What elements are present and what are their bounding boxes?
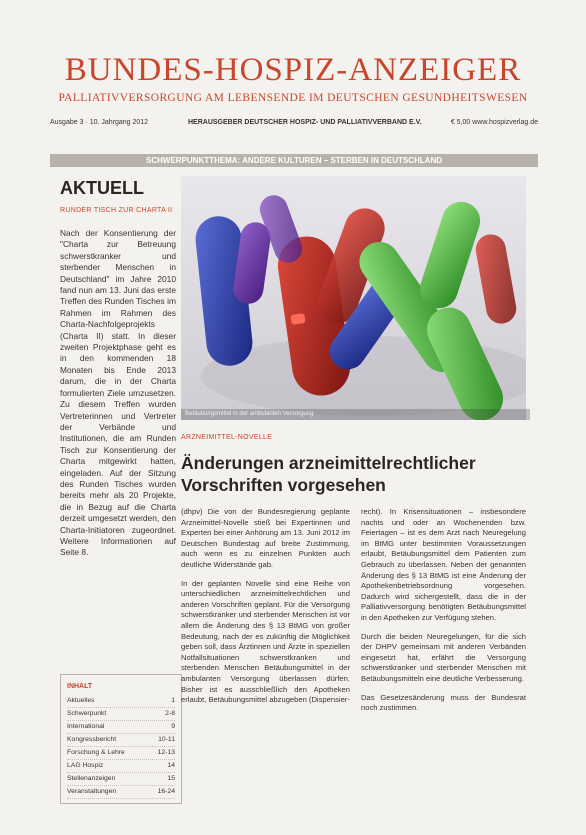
- toc-item-page: 12-13: [157, 749, 175, 756]
- paragraph: Durch die beiden Neuregelungen, für die sich der DHPV gemeinsam mit anderen Verbänden eingesetzt hat, erfährt die Versorgung schwerstkranker und sterbender Menschen mit Betäubungsmitteln eine deutliche Verbesserung.: [361, 631, 526, 683]
- left-article-body: Nach der Konsentierung der "Charta zur Betreuung schwerstkranker und sterbender Menschen in Deutschland" im Jahre 2010 fand nun am 13. Juni das erste Treffen des Runden Tisches im Rahmen im Rahmen des Charta-Nachfolgeprojekts (Charta II) statt. In dieser zweiten Projektphase geht es in den kommenden 18 Monaten bis Ende 2013 darum, die in der Charta formulierten Ziele umzusetzen. Zu diesem Treffen wurden Vertreterinnen und Vertreter der Verbände und Institutionen, die am Runden Tisch zur Konsentierung der Charta mitgewirkt hatten, eingeladen. Auf der Sitzung des Runden Tisches wurden bereits mehr als 20 Projekte, die in Bezug auf die Charta derzeit umgesetzt werden, den Charta-Initiatoren zugeordnet. Weitere Informationen auf Seite 8.: [60, 228, 176, 558]
- article-headline: Änderungen arzneimittelrechtlicher Vorschriften vorgesehen: [181, 453, 476, 495]
- toc-item-label: LAG Hospiz: [67, 762, 104, 769]
- paragraph: In der geplanten Novelle sind eine Reihe von unterschiedlichen arzneimittelrechtlichen und anderen Vorschriften geplant. Für die Versorgung schwerstkranker und sterbender Menschen ist vor allem die Änderung des § 13 BtMG von großer Bedeutung, nach der es zukünftig die Möglichkeit geben soll, dass Ärztinnen und Ärzte in speziellen Notfallsituationen schwerstkranken und sterbenden Menschen Betäubungsmittel in der ambulanten Versorgung überlassen dürfen. Bisher ist es ausschließlich den Apotheken erlaubt, Betäubungsmittel abzugeben (Dispensier-: [181, 578, 350, 705]
- table-of-contents: [60, 674, 182, 804]
- publisher-info: HERAUSGEBER DEUTSCHER HOSPIZ- UND PALLIATIVVERBAND E.V.: [188, 119, 422, 126]
- toc-item-page: 10-11: [158, 736, 175, 743]
- article-column-2: [361, 507, 526, 722]
- masthead-title: BUNDES-HOSPIZ-ANZEIGER: [64, 52, 522, 88]
- pills-illustration: [181, 176, 526, 420]
- paragraph: (dhpv) Die von der Bundesregierung geplante Arzneimittel-Novelle stieß bei Expertinnen und Experten bei einer Anhörung am 13. Juni 2012 im Deutschen Bundestag auf breite Zustimmung, auch wenn es zu einzelnen Punkten auch deutliche Widerstände gab.: [181, 507, 350, 569]
- topic-banner: SCHWERPUNKTTHEMA: ANDERE KULTUREN – STERBEN IN DEUTSCHLAND: [50, 154, 538, 167]
- toc-item[interactable]: [67, 721, 175, 734]
- toc-item[interactable]: [67, 734, 175, 747]
- paragraph: recht). In Krisensituationen – insbesondere nachts und oder an Wochenenden bzw. Feiertagen – ist es dem Arzt nach Neuregelung im BtMG unter bestimmten Voraussetzungen erlaubt, Betäubungsmittel dem Patienten zum Gebrauch zu überlassen. Neben der genannten Änderung des § 13 BtMG ist eine Änderung der Apothekenbetriebsordnung vorgesehen. Dadurch wird sichergestellt, dass die in der Palliativversorgung benötigten Betäubungsmittel in den Apotheken zur Verfügung stehen.: [361, 507, 526, 622]
- toc-item[interactable]: [67, 786, 175, 799]
- section-heading: AKTUELL: [60, 178, 144, 198]
- toc-item-page: 2-8: [165, 710, 175, 717]
- paragraph: Das Gesetzesänderung muss der Bundesrat noch zustimmen.: [361, 692, 526, 713]
- toc-item-label: Forschung & Lehre: [67, 749, 125, 756]
- toc-item[interactable]: [67, 695, 175, 708]
- toc-item[interactable]: [67, 747, 175, 760]
- toc-item-page: 15: [167, 775, 175, 782]
- toc-title: INHALT: [67, 683, 93, 690]
- toc-item[interactable]: [67, 760, 175, 773]
- price-info: € 5,00 www.hospizverlag.de: [450, 119, 538, 126]
- toc-item[interactable]: [67, 708, 175, 721]
- toc-item-page: 16-24: [157, 788, 175, 795]
- photo-caption: Betäubungsmittel in der ambulanten Versorgung: [181, 409, 530, 420]
- pills-photo: [181, 176, 526, 420]
- article-kicker: ARZNEIMITTEL-NOVELLE: [181, 434, 273, 441]
- toc-item-label: International: [67, 723, 105, 730]
- toc-item-label: Aktuelles: [67, 697, 95, 704]
- issue-info: Ausgabe 3 · 10. Jahrgang 2012: [50, 119, 149, 126]
- toc-item-label: Schwerpunkt: [67, 710, 107, 717]
- toc-item-label: Veranstaltungen: [67, 788, 117, 795]
- left-kicker: RUNDER TISCH ZUR CHARTA II: [60, 207, 173, 214]
- issue-line: [50, 119, 538, 131]
- toc-item[interactable]: [67, 773, 175, 786]
- toc-item-page: 14: [167, 762, 175, 769]
- toc-item-label: Stellenanzeigen: [67, 775, 116, 782]
- toc-item-label: Kongressbericht: [67, 736, 117, 743]
- masthead-subtitle: PALLIATIVVERSORGUNG AM LEBENSENDE IM DEUTSCHEN GESUNDHEITSWESEN: [58, 92, 528, 104]
- toc-item-page: 9: [171, 723, 175, 730]
- toc-item-page: 1: [171, 697, 175, 704]
- article-column-1: [181, 507, 350, 714]
